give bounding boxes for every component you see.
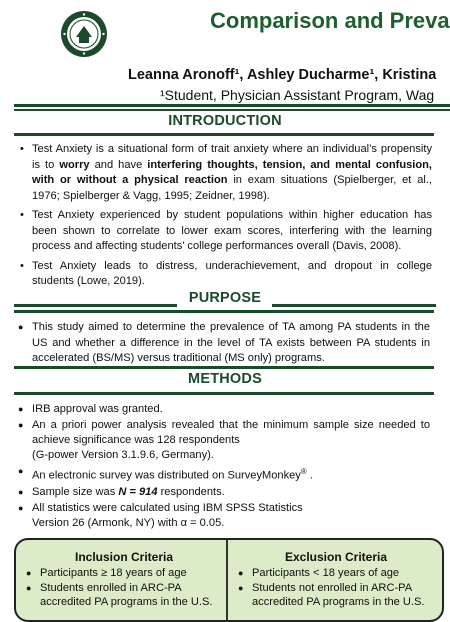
list-item: ● Participants < 18 years of age: [236, 566, 436, 581]
list-item: [18, 464, 430, 484]
exclusion-criteria: [236, 550, 436, 610]
purpose-heading: PURPOSE: [188, 290, 262, 306]
list-item: [18, 418, 430, 463]
header-rule-top: [14, 104, 450, 107]
purpose-rule-right: [272, 304, 436, 307]
purpose-rule-under: [14, 310, 434, 313]
list-item: ● Students enrolled in ARC-PA: [24, 581, 224, 596]
introduction-list: [20, 142, 432, 294]
exclusion-criteria-title: Exclusion Criteria: [284, 550, 388, 564]
criteria-divider: [226, 540, 228, 620]
methods-rule-under: [14, 392, 434, 395]
intro-bold-text: worry: [59, 158, 90, 171]
list-item: [18, 501, 430, 531]
author-list: Leanna Aronoff¹, Ashley Ducharme¹, Kristina: [128, 67, 437, 83]
list-item: ● Students not enrolled in ARC-PA: [236, 581, 436, 596]
college-seal-logo: [60, 10, 108, 58]
inclusion-criteria: [24, 550, 224, 610]
methods-text: An a priori power analysis revealed that the minimum sample size needed to achieve significance was 128 respondents: [32, 419, 430, 446]
methods-list: [18, 402, 430, 532]
introduction-rule: [14, 133, 434, 136]
inclusion-criteria-title: Inclusion Criteria: [74, 550, 174, 564]
methods-text: .: [306, 469, 313, 482]
list-item: • Test Anxiety leads to distress, underachievement, and dropout in college students (Lowe, 2019).: [20, 259, 432, 290]
list-item: accredited PA programs in the U.S.: [40, 596, 213, 608]
criteria-box: [14, 538, 444, 622]
methods-text: respondents.: [157, 485, 225, 498]
methods-text: An electronic survey was distributed on SurveyMonkey: [32, 469, 301, 482]
registered-mark: ®: [300, 467, 307, 476]
methods-text: Sample size was: [32, 485, 119, 498]
methods-text: All statistics were calculated using IBM SPSS Statistics: [32, 501, 303, 514]
sample-size-value: N = 914: [118, 485, 158, 498]
list-item: [20, 142, 432, 204]
list-item: ● Participants ≥ 18 years of age: [24, 566, 224, 581]
intro-text: in exam situations (Spielberger, et al., 1976; Spielberger & Vagg, 1995; Zeidner, 1998).: [32, 174, 432, 202]
purpose-list: [18, 320, 430, 369]
methods-heading: METHODS: [188, 371, 262, 387]
methods-text: Version 26 (Armonk, NY) with α = 0.05.: [32, 516, 225, 529]
methods-text: (G-power Version 3.1.9.6, Germany).: [32, 449, 214, 461]
list-item: ● This study aimed to determine the prevalence of TA among PA students in the US and whether a difference in the level of TA exists between PA students in accelerated (BS/MS) versus traditional (MS only) programs.: [18, 320, 430, 367]
list-item: accredited PA programs in the U.S.: [252, 596, 425, 608]
list-item: • Test Anxiety experienced by student populations within higher education has been shown to correlate to lower exam scores, interfering with the learning process and affecting students’ college performances overall (Davis, 2008).: [20, 208, 432, 255]
methods-rule-top: [14, 366, 434, 369]
intro-bold-text: interfering thoughts, tension, and mental confusion, with or without a physical reaction: [32, 158, 432, 186]
introduction-heading: INTRODUCTION: [168, 113, 282, 129]
list-item: [18, 485, 430, 500]
poster-title: Comparison and Preva: [210, 8, 450, 33]
intro-text: Test Anxiety is a situational form of trait anxiety where an individual’s propensity is to: [32, 143, 432, 171]
header-rule-bottom: [14, 109, 450, 111]
intro-text: and have: [89, 158, 148, 171]
list-item: ● IRB approval was granted.: [18, 402, 430, 417]
author-affiliation: ¹Student, Physician Assistant Program, Wag: [160, 87, 435, 103]
